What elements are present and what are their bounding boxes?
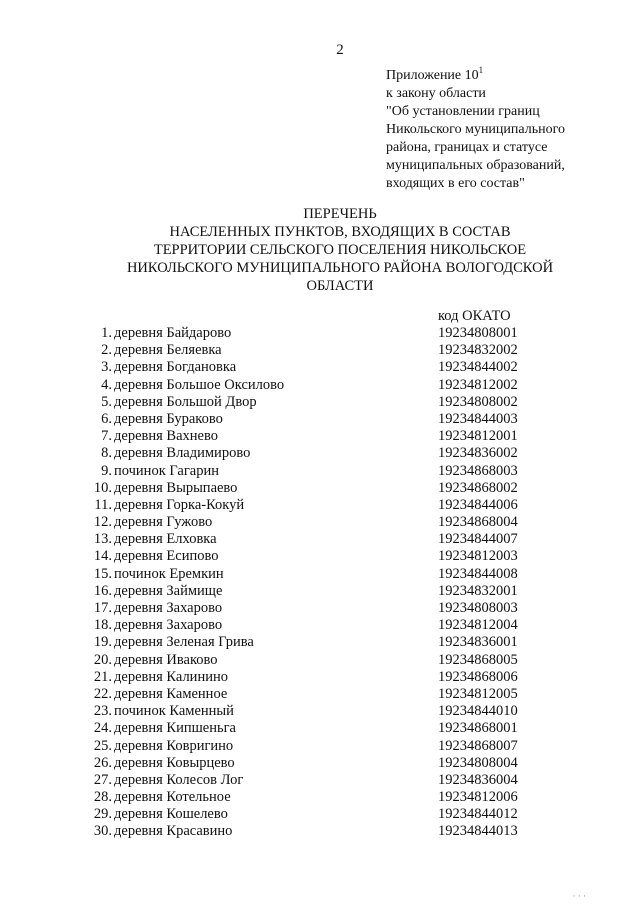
okato-code: 19234812003 — [438, 548, 518, 565]
list-item — [84, 738, 544, 755]
list-item — [84, 428, 544, 445]
list-item — [84, 548, 544, 565]
okato-code: 19234812002 — [438, 376, 518, 393]
item-number: 14. — [93, 548, 112, 565]
item-number: 30. — [93, 823, 112, 840]
settlement-name: деревня Колесов Лог — [114, 771, 244, 788]
list-item — [84, 342, 544, 359]
okato-code: 19234836001 — [438, 634, 518, 651]
appendix-heading — [386, 67, 626, 85]
okato-code: 19234808001 — [438, 325, 518, 341]
item-number: 19. — [93, 634, 112, 651]
list-item — [84, 463, 544, 480]
title-line: ПЕРЕЧЕНЬ — [303, 206, 377, 222]
item-number: 22. — [93, 685, 112, 702]
appendix-heading-superscript: 1 — [478, 65, 484, 75]
settlement-name: деревня Беляевка — [114, 342, 222, 359]
list-item — [84, 600, 544, 617]
appendix-block — [386, 67, 626, 193]
item-number: 3. — [101, 359, 112, 376]
title-line: НАСЕЛЕННЫХ ПУНКТОВ, ВХОДЯЩИХ В СОСТАВ — [169, 224, 511, 240]
item-number: 18. — [93, 617, 112, 634]
settlement-name: деревня Кипшеньга — [114, 720, 236, 737]
settlement-name: деревня Захарово — [114, 617, 223, 634]
item-number: 25. — [93, 737, 112, 754]
item-number: 16. — [93, 582, 112, 599]
settlement-name: деревня Иваково — [114, 651, 218, 668]
settlement-name: деревня Займище — [114, 582, 223, 599]
list-item — [84, 325, 544, 342]
okato-code: 19234844003 — [438, 410, 518, 427]
settlement-name: деревня Байдарово — [114, 325, 232, 341]
appendix-line: муниципальных образований, — [386, 158, 565, 173]
item-number: 10. — [93, 479, 112, 496]
settlement-name: деревня Калинино — [114, 668, 228, 685]
item-number: 13. — [93, 531, 112, 548]
okato-code: 19234812006 — [438, 789, 518, 806]
list-item — [84, 823, 544, 840]
list-item — [84, 617, 544, 634]
list-item — [84, 652, 544, 669]
appendix-line: входящих в его состав" — [386, 176, 525, 191]
okato-code: 19234844012 — [438, 806, 518, 823]
okato-code: 19234844008 — [438, 565, 518, 582]
list-item — [84, 480, 544, 497]
okato-code: 19234808003 — [438, 600, 518, 616]
settlement-name: деревня Елховка — [114, 531, 217, 548]
list-item — [84, 720, 544, 737]
okato-code: 19234812005 — [438, 685, 518, 702]
page-number: 2 — [336, 42, 344, 58]
list-item — [84, 514, 544, 531]
okato-column-header: код ОКАТО — [438, 308, 511, 324]
appendix-line: Никольского муниципального — [386, 122, 565, 137]
list-item — [84, 772, 544, 789]
list-item — [84, 445, 544, 462]
list-item — [84, 634, 544, 651]
okato-code: 19234868001 — [438, 720, 518, 737]
item-number: 11. — [94, 496, 112, 513]
okato-code: 19234812004 — [438, 617, 518, 634]
okato-code: 19234868003 — [438, 462, 518, 479]
settlement-name: деревня Зеленая Грива — [114, 634, 254, 651]
title-line: ТЕРРИТОРИИ СЕЛЬСКОГО ПОСЕЛЕНИЯ НИКОЛЬСКОЕ — [153, 242, 527, 258]
item-number: 26. — [93, 754, 112, 771]
item-number: 9. — [101, 462, 112, 479]
settlement-name: деревня Богдановка — [114, 359, 237, 376]
item-number: 23. — [93, 703, 112, 720]
okato-code: 19234836002 — [438, 445, 518, 462]
list-item — [84, 789, 544, 806]
list-item — [84, 497, 544, 514]
list-item — [84, 583, 544, 600]
list-item — [84, 686, 544, 703]
settlement-name: починок Каменный — [114, 703, 234, 720]
document-title — [90, 205, 590, 295]
item-number: 7. — [101, 428, 112, 445]
settlement-name: починок Гагарин — [114, 462, 219, 479]
settlement-name: деревня Котельное — [114, 789, 231, 806]
item-number: 6. — [101, 410, 112, 427]
item-number: 5. — [101, 393, 112, 410]
settlement-name: деревня Горка-Кокуй — [114, 496, 245, 513]
item-number: 8. — [101, 445, 112, 462]
list-item — [84, 394, 544, 411]
list-item — [84, 377, 544, 394]
settlement-name: деревня Красавино — [114, 823, 233, 840]
item-number: 20. — [93, 651, 112, 668]
item-number: 1. — [101, 325, 112, 341]
settlement-name: деревня Ковырцево — [114, 754, 235, 771]
list-item — [84, 566, 544, 583]
okato-code: 19234844010 — [438, 703, 518, 720]
settlement-list — [84, 325, 544, 841]
settlement-name: деревня Гужово — [114, 514, 213, 531]
item-number: 28. — [93, 789, 112, 806]
settlement-name: деревня Каменное — [114, 685, 228, 702]
list-item — [84, 411, 544, 428]
settlement-name: деревня Большой Двор — [114, 393, 257, 410]
okato-code: 19234832001 — [438, 582, 518, 599]
okato-code: 19234812001 — [438, 428, 518, 445]
settlement-name: деревня Бураково — [114, 410, 223, 427]
corner-mark: · · · — [572, 891, 586, 901]
okato-code: 19234868007 — [438, 737, 518, 754]
okato-code: 19234844013 — [438, 823, 518, 840]
item-number: 4. — [101, 376, 112, 393]
item-number: 12. — [93, 514, 112, 531]
okato-code: 19234844007 — [438, 531, 518, 548]
list-item — [84, 755, 544, 772]
list-item — [84, 703, 544, 720]
item-number: 17. — [93, 600, 112, 616]
okato-code: 19234868005 — [438, 651, 518, 668]
settlement-name: деревня Вахнево — [114, 428, 218, 445]
settlement-name: деревня Кошелево — [114, 806, 228, 823]
okato-code: 19234868002 — [438, 479, 518, 496]
settlement-name: деревня Есипово — [114, 548, 219, 565]
list-item — [84, 669, 544, 686]
okato-code: 19234844002 — [438, 359, 518, 376]
list-item — [84, 359, 544, 376]
item-number: 27. — [93, 771, 112, 788]
okato-code: 19234868004 — [438, 514, 518, 531]
list-item — [84, 806, 544, 823]
okato-code: 19234844006 — [438, 496, 518, 513]
okato-code: 19234832002 — [438, 342, 518, 359]
title-line: ОБЛАСТИ — [306, 278, 374, 294]
settlement-name: деревня Ковригино — [114, 737, 234, 754]
settlement-name: деревня Большое Оксилово — [114, 376, 285, 393]
settlement-name: деревня Захарово — [114, 600, 223, 616]
settlement-name: починок Еремкин — [114, 565, 224, 582]
okato-code: 19234808004 — [438, 754, 518, 771]
okato-code: 19234808002 — [438, 393, 518, 410]
list-item — [84, 531, 544, 548]
appendix-line: района, границах и статусе — [386, 140, 548, 155]
item-number: 21. — [93, 668, 112, 685]
item-number: 2. — [101, 342, 112, 359]
settlement-name: деревня Вырыпаево — [114, 479, 238, 496]
item-number: 29. — [93, 806, 112, 823]
settlement-name: деревня Владимирово — [114, 445, 251, 462]
title-line: НИКОЛЬСКОГО МУНИЦИПАЛЬНОГО РАЙОНА ВОЛОГОДСКОЙ — [126, 260, 554, 276]
appendix-line: к закону области — [386, 86, 486, 101]
item-number: 15. — [93, 565, 112, 582]
okato-code: 19234836004 — [438, 771, 518, 788]
appendix-line: "Об установлении границ — [386, 104, 540, 119]
okato-code: 19234868006 — [438, 668, 518, 685]
item-number: 24. — [93, 720, 112, 737]
appendix-heading-text: Приложение 10 — [386, 68, 479, 83]
